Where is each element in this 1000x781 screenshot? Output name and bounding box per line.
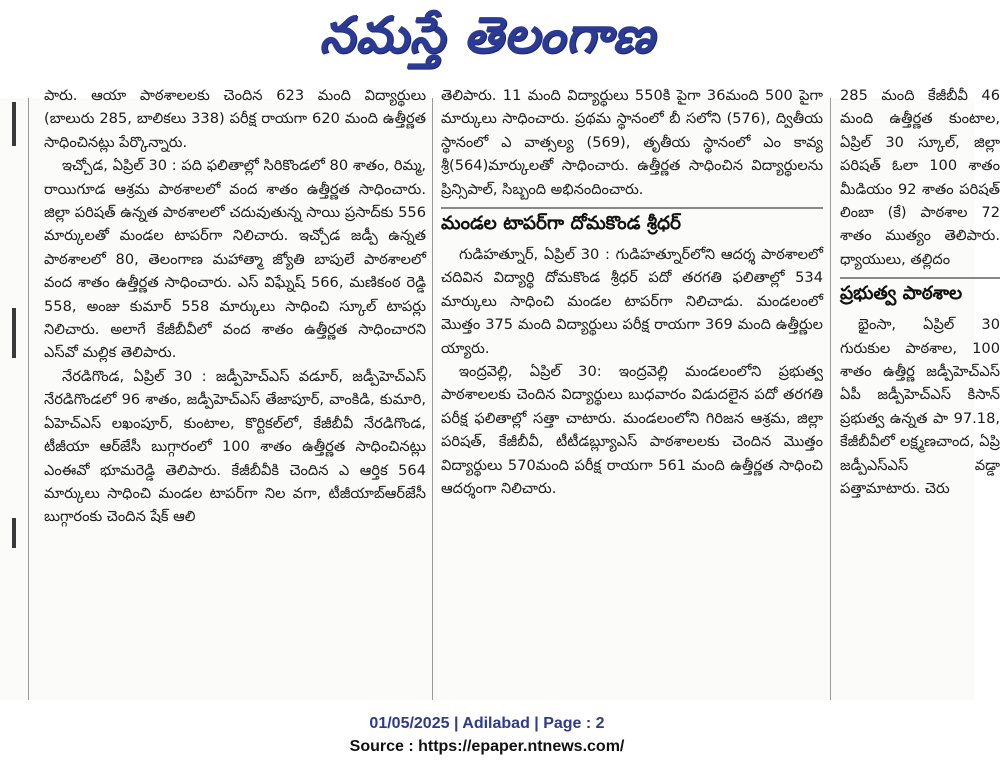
paragraph: గుడిహత్నూర్, ఏప్రిల్ 30 : గుడిహత్నూర్‌లోని ఆదర్శ పాఠశాలలో చదివిన విద్యార్థి దోమకొండ శ్రీధర్ పదో తరగతి ఫలితాల్లో 534 మార్కులు సాధించి మండల టాపర్‌గా నిలిచాడు. మండలంలో మొత్తం 375 మంది విద్యార్థులు పరీక్ష రాయగా 369 మంది ఉత్తీర్ణుల య్యారు.	[441, 246, 823, 357]
newspaper-clipping	[0, 87, 1000, 700]
newspaper-logo: నమస్తే తెలంగాణ	[319, 5, 655, 64]
article-column-2	[441, 87, 823, 700]
paragraph: నేరడిగొండ, ఏప్రిల్ 30 : జడ్పీహెచ్ఎస్ వడూర్, జడ్పీహెచ్ఎస్ నేరడిగొండలో 96 శాతం, జడ్పీహెచ్ఎస్ తేజాపూర్, వాంకిడి, కుమారి, ఏహెచ్ఎస్ లఖంపూర్, కుంటాల, కొర్టికల్‌లో, కేజీబీవీ నేరడిగొండ, టీజీయా ఆర్‌జేసీ బుగ్గారంలో 100 శాతం ఉత్తీర్ణత సాధించినట్లు ఎంఈవో భూమరెడ్డి తెలిపారు. కేజీబీవీకి చెందిన ఎ ఆర్తిక 564 మార్కులు సాధించి మండల టాపర్‌గా నిల వగా, టీజీయాబ్ఆర్‌జేసీ బుగ్గారంకు చెందిన షేక్ ఆలి	[44, 367, 426, 526]
edition-info: 01/05/2025 | Adilabad | Page : 2	[369, 715, 605, 732]
edge-fragment	[12, 102, 16, 146]
paragraph: పారు. ఆయా పాఠశాలలకు చెందిన 623 మంది విద్యార్థులు (బాలురు 285, బాలికలు 338) పరీక్ష రాయగా 620 మంది ఉత్తీర్ణత సాధించినట్లు పేర్కొన్నారు.	[44, 87, 426, 151]
column-rule	[432, 98, 433, 700]
masthead	[0, 0, 974, 82]
edge-fragment	[12, 308, 16, 358]
page-footer	[0, 712, 974, 758]
article-column-1	[44, 87, 426, 700]
paragraph: తెలిపారు. 11 మంది విద్యార్థులు 550కి పైగా 36మంది 500 పైగా మార్కులు సాధించారు. ప్రథమ స్థానంలో బీ సలోని (576), ద్వితీయ స్థానంలో ఎ వాత్సల్య (569), తృతీయ స్థానంలో ఎం కావ్య శ్రీ(564)మార్కులతో సాధించారు. ఉత్తీర్ణత సాధించిన విద్యార్థులను ప్రిన్సిపాల్, సిబ్బంది అభినందించారు.	[441, 87, 823, 198]
source-link[interactable]: Source : https://epaper.ntnews.com/	[349, 738, 625, 755]
paragraph: 285 మంది కేజీబీవీ 46 మంది ఉత్తీర్ణత కుంటాల, ఏప్రిల్ 30 స్కూల్, జిల్లా పరిషత్ ఓలా 100 శాతం మీడియం 92 శాతం పరిషత్ లింబా (కే) పాఠశాల 72 శాతం ముత్యం తెలిపారు. ధ్యాయులు, తల్లిదం	[840, 87, 1000, 268]
paragraph: ఇచ్చోడ, ఏప్రిల్ 30 : పది ఫలితాల్లో సిరికొండలో 80 శాతం, రిమ్మ, రాయిగూడ ఆశ్రమ పాఠశాలలో వంద శాతం ఉత్తీర్ణత సాధించారు. జిల్లా పరిషత్ ఉన్నత పాఠశాలలో చదువుతున్న సాయి ప్రసాద్‌కు 556 మార్కులతో మండల టాపర్‌గా నిలిచారు. ఇచ్చోడ జడ్పీ ఉన్నత పాఠశాలలో 80, తెలంగాణ మహాత్మా జ్యోతి బాపులే పాఠశాలలో వంద శాతం ఉత్తీర్ణత సాధించారు. ఎస్ విఘ్నేష్ 566, మణికంఠ రెడ్డి 558, అంజు కుమార్ 558 మార్కులు సాధించి స్కూల్ టాపర్లు నిలిచారు. అలాగే కేజీబీవీలో వంద శాతం ఉత్తీర్ణత సాధించారని ఎస్‌వో మల్లిక తెలిపారు.	[44, 157, 426, 362]
section-subheading: మండల టాపర్‌గా దోమకొండ శ్రీధర్	[441, 207, 823, 239]
paragraph: భైంసా, ఏప్రిల్ 30 గురుకుల పాఠశాల, 100 శాతం ఉత్తీర్ణ జడ్పీహెచ్ఎస్ ఏపీ జడ్పీహెచ్ఎస్ కిసాన్ ప్రభుత్వ ఉన్నత పా 97.18, కేజీబీవీలో లక్ష్మణచాంద, ఏప్రి జడ్పీఎస్ఎస్ వడ్డా పత్తామాటారు. చెరు	[840, 316, 1000, 498]
section-subheading: ప్రభుత్వ పాఠశాల	[840, 277, 1000, 309]
column-rule	[830, 98, 831, 700]
article-column-3	[840, 87, 1000, 700]
paragraph: ఇంద్రవెల్లి, ఏప్రిల్ 30: ఇంద్రవెల్లి మండలంలోని ప్రభుత్వ పాఠశాలలకు చెందిన విద్యార్థులు బుధవారం విడుదలైన పదో తరగతి పరీక్ష ఫలితాల్లో సత్తా చాటారు. మండలంలోని గిరిజన ఆశ్రమ, జిల్లా పరిషత్, కేజీబీవీ, టీటీడబ్ల్యూఎస్ పాఠశాలలకు చెందిన మొత్తం విద్యార్థులు 570మంది పరీక్ష రాయగా 561 మంది ఉత్తీర్ణత సాధించి ఆదర్శంగా నిలిచారు.	[441, 363, 823, 498]
edge-fragment	[12, 518, 16, 548]
column-rule	[28, 98, 29, 700]
